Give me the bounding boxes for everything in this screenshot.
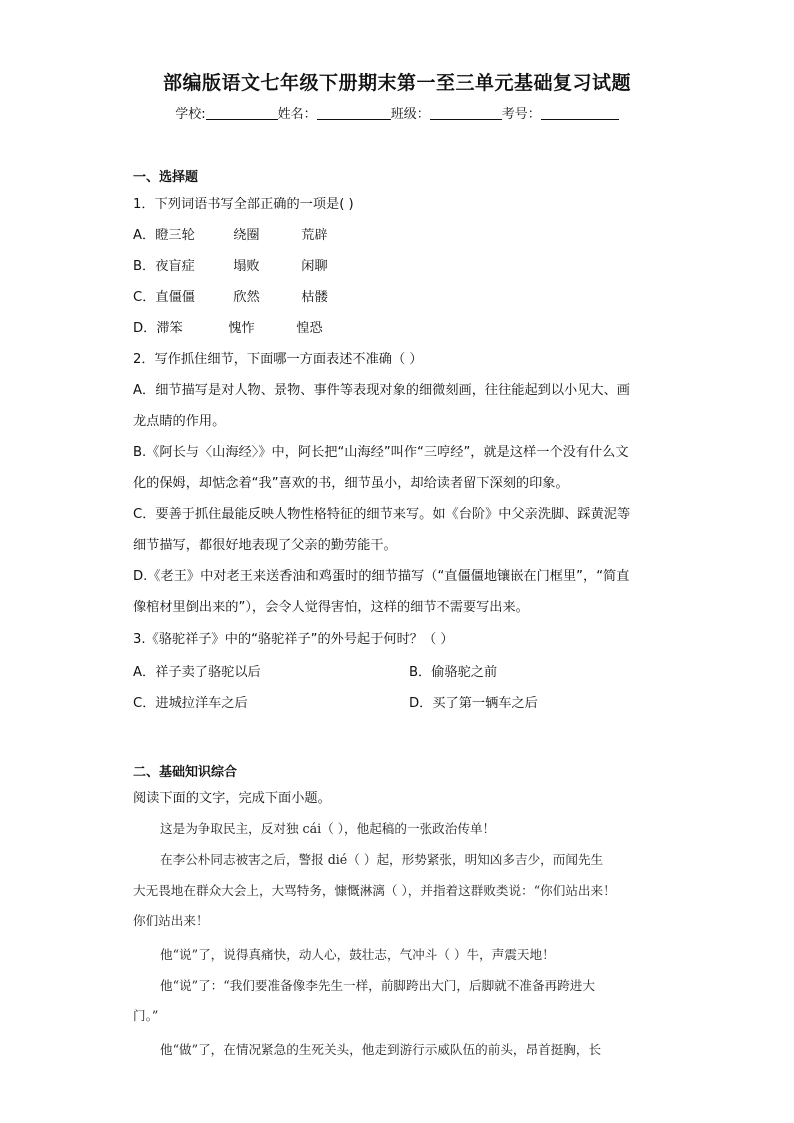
school-blank[interactable]	[206, 107, 278, 120]
question-2-option-c-line-1[interactable]: C．要善于抓住最能反映人物性格特征的细节来写。如《台阶》中父亲洗脚、踩黄泥等	[133, 507, 631, 522]
passage-line-6: 他“说”了：“我们要准备像李先生一样，前脚跨出大门，后脚就不准备再跨进大	[160, 978, 595, 993]
question-3-option-b[interactable]: B．偷骆驼之前	[409, 665, 498, 680]
question-2-option-c-line-2: 细节描写，都很好地表现了父亲的勤劳能干。	[133, 538, 397, 553]
question-1-option-b[interactable]: B．夜盲症 塌败 闲聊	[133, 259, 328, 274]
passage-line-3: 大无畏地在群众大会上，大骂特务，慷慨淋漓（ ），并指着这群败类说：“你们站出来！	[133, 883, 616, 898]
class-blank[interactable]	[430, 107, 502, 120]
exam-number-blank[interactable]	[541, 107, 619, 120]
passage-line-5: 他“说”了，说得真痛快，动人心，鼓壮志，气冲斗（ ）牛，声震天地！	[160, 947, 555, 962]
passage-line-4: 你们站出来！	[133, 913, 209, 928]
question-3-option-c[interactable]: C．进城拉洋车之后	[133, 696, 248, 711]
school-label: 学校:	[175, 107, 206, 122]
section-heading-choice: 一、选择题	[133, 170, 199, 185]
question-2-option-b-line-2: 化的保姆，却惦念着“我”喜欢的书，细节虽小，却给读者留下深刻的印象。	[133, 476, 569, 491]
question-1-option-d[interactable]: D．滞笨 愧怍 惶恐	[133, 321, 323, 336]
question-3-option-d[interactable]: D．买了第一辆车之后	[409, 696, 538, 711]
name-label: 姓名：	[277, 107, 317, 122]
name-blank[interactable]	[317, 107, 391, 120]
question-2-option-b-line-1[interactable]: B.《阿长与〈山海经〉》中，阿长把“山海经”叫作“三哼经”，就是这样一个没有什么文	[133, 445, 629, 460]
question-3-stem: 3.《骆驼祥子》中的“骆驼祥子”的外号起于何时？（ ）	[133, 632, 454, 647]
class-label: 班级：	[390, 107, 430, 122]
reading-instruction: 阅读下面的文字，完成下面小题。	[133, 791, 331, 806]
passage-line-8: 他“做”了，在情况紧急的生死关头，他走到游行示威队伍的前头，昂首挺胸，长	[160, 1042, 602, 1057]
question-1-option-c[interactable]: C．直僵僵 欣然 枯髅	[133, 290, 328, 305]
question-3-option-a[interactable]: A．祥子卖了骆驼以后	[133, 665, 261, 680]
passage-line-7: 门。”	[133, 1008, 159, 1023]
question-2-option-d-line-2: 像棺材里倒出来的”），会令人觉得害怕，这样的细节不需要写出来。	[133, 600, 529, 615]
passage-line-1: 这是为争取民主，反对独 cái（ ），他起稿的一张政治传单！	[160, 821, 496, 836]
question-1-stem: 1．下列词语书写全部正确的一项是( )	[133, 197, 354, 212]
page-title: 部编版语文七年级下册期末第一至三单元基础复习试题	[162, 72, 631, 94]
passage-line-2: 在李公朴同志被害之后，警报 dié（ ）起，形势紧张，明知凶多吉少，而闻先生	[160, 852, 604, 867]
student-info-line	[0, 103, 794, 122]
question-2-option-a-line-1[interactable]: A．细节描写是对人物、景物、事件等表现对象的细微刻画，往往能起到以小见大、画	[133, 383, 630, 398]
exam-number-label: 考号：	[501, 107, 541, 122]
section-heading-knowledge: 二、基础知识综合	[133, 765, 238, 780]
question-1-option-a[interactable]: A．瞪三轮 绕圈 荒辟	[133, 228, 328, 243]
question-2-stem: 2．写作抓住细节，下面哪一方面表述不准确（ ）	[133, 352, 423, 367]
question-2-option-d-line-1[interactable]: D.《老王》中对老王来送香油和鸡蛋时的细节描写（“直僵僵地镶嵌在门框里”，“简直	[133, 569, 630, 584]
question-2-option-a-line-2: 龙点睛的作用。	[133, 414, 226, 429]
